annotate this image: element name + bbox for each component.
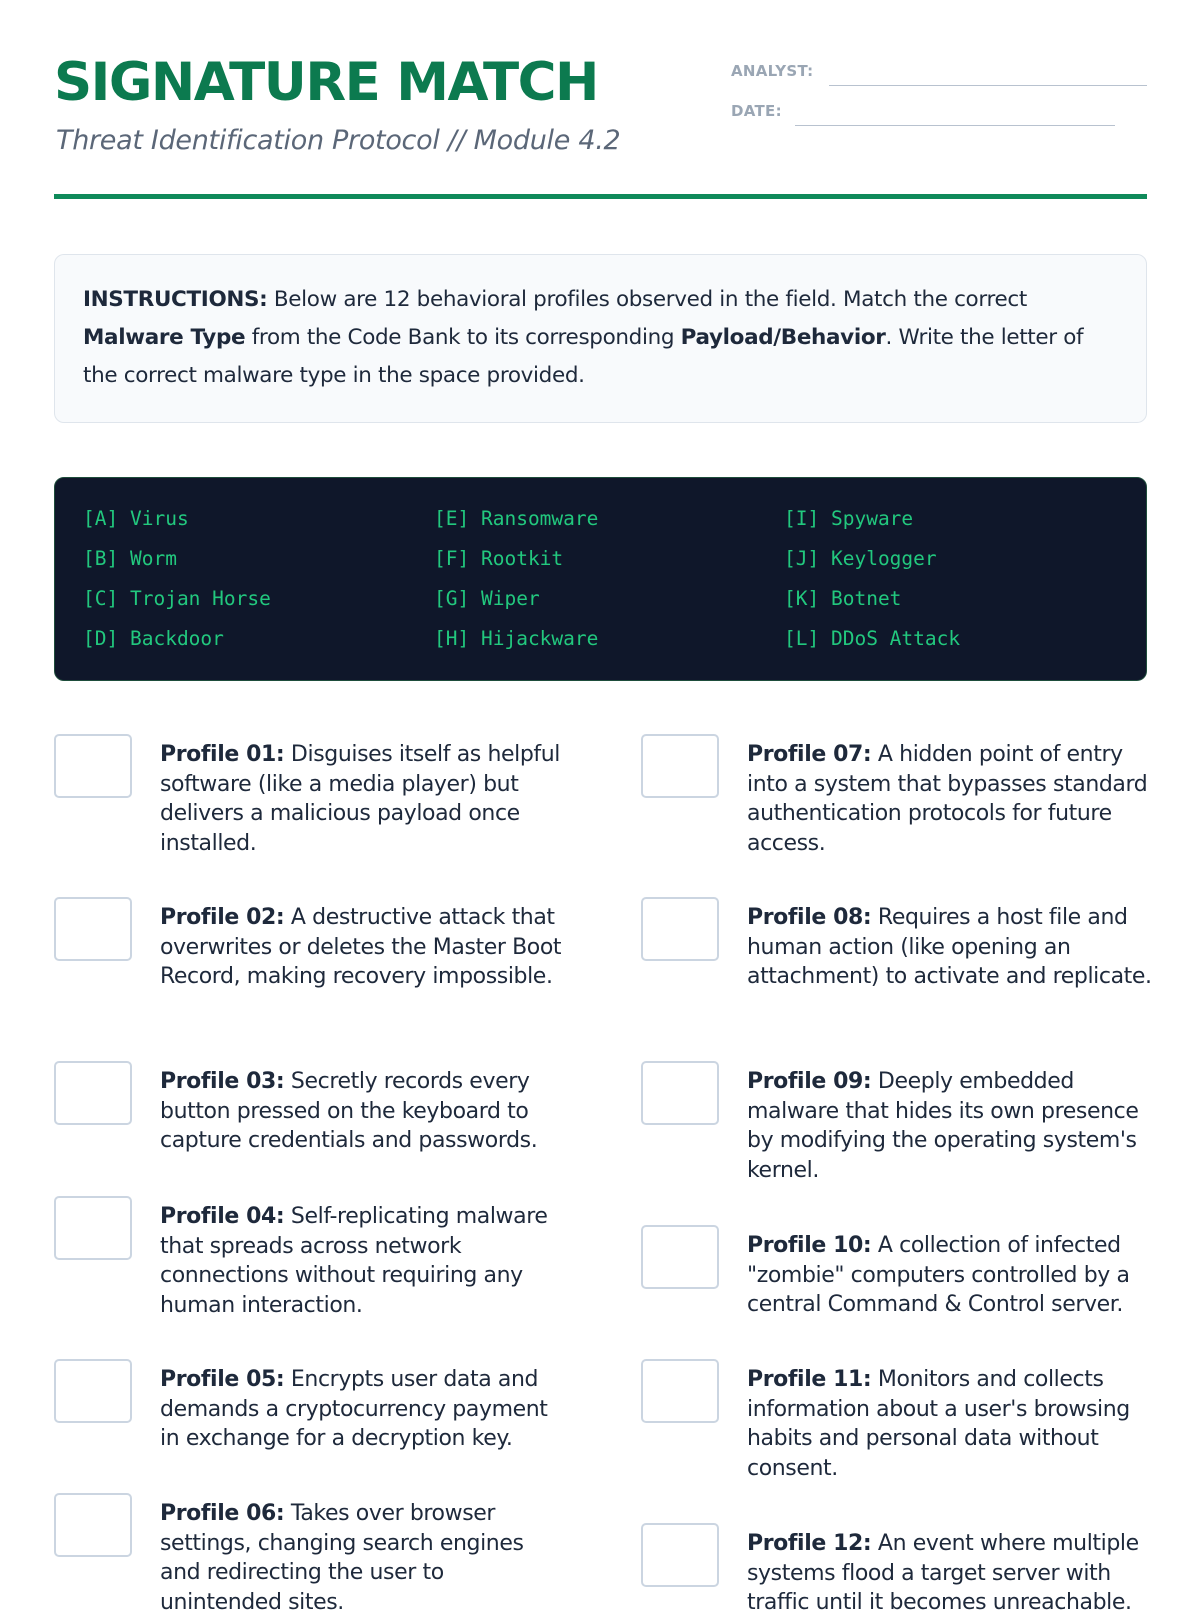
profile-05: Profile 05: Encrypts user data and demands a cryptocurrency payment in exchange for a decryption key. [160,1367,548,1451]
code-bank-item: [C] Trojan Horse [83,587,271,610]
page-subtitle: Threat Identification Protocol // Module 4.2 [56,125,621,156]
instructions-text-2: from the Code Bank to its corresponding [245,325,681,350]
instructions-text-3: . Write the letter of the correct malware type in the space provided. [83,325,1084,388]
answer-box-profile-07[interactable] [641,734,719,798]
profile-12: Profile 12: An event where multiple systems flood a target server with traffic until it becomes unreachable. [747,1531,1139,1615]
code-bank-item: [B] Worm [83,547,177,570]
code-bank [54,477,1147,681]
profile-06: Profile 06: Takes over browser settings, changing search engines and redirecting the user to unintended sites. [160,1501,524,1615]
profile-01: Profile 01: Disguises itself as helpful software (like a media player) but delivers a malicious payload once installed. [160,742,561,856]
answer-box-profile-08[interactable] [641,897,719,961]
code-bank-item: [F] Rootkit [434,547,564,570]
answer-box-profile-09[interactable] [641,1061,719,1125]
profile-10: Profile 10: A collection of infected "zombie" computers controlled by a central Command & Control server. [747,1233,1130,1317]
code-bank-item: [E] Ransomware [434,507,599,530]
profile-11: Profile 11: Monitors and collects information about a user's browsing habits and personal data without consent. [747,1367,1130,1481]
answer-box-profile-11[interactable] [641,1359,719,1423]
answer-box-profile-01[interactable] [54,734,132,798]
code-bank-item: [G] Wiper [434,587,540,610]
instructions-box [54,254,1147,423]
instructions-bold-payload: Payload/Behavior [680,325,886,350]
code-bank-item: [L] DDoS Attack [784,627,961,650]
answer-box-profile-02[interactable] [54,897,132,961]
profile-08: Profile 08: Requires a host file and human action (like opening an attachment) to activate and replicate. [747,905,1152,989]
answer-box-profile-12[interactable] [641,1523,719,1587]
code-bank-item: [J] Keylogger [784,547,937,570]
analyst-label: ANALYST: [731,62,814,80]
instructions-text-1: Below are 12 behavioral profiles observed in the field. Match the correct [267,287,1027,312]
answer-box-profile-03[interactable] [54,1061,132,1125]
profile-02: Profile 02: A destructive attack that overwrites or deletes the Master Boot Record, making recovery impossible. [160,905,562,989]
profile-04: Profile 04: Self-replicating malware that spreads across network connections without requiring any human interaction. [160,1204,548,1318]
answer-box-profile-10[interactable] [641,1225,719,1289]
profile-07: Profile 07: A hidden point of entry into a system that bypasses standard authentication protocols for future access. [747,742,1148,856]
profile-09: Profile 09: Deeply embedded malware that hides its own presence by modifying the operating system's kernel. [747,1069,1139,1183]
answer-box-profile-06[interactable] [54,1493,132,1557]
profile-03: Profile 03: Secretly records every button pressed on the keyboard to capture credentials and passwords. [160,1069,538,1153]
date-label: DATE: [731,102,782,120]
code-bank-item: [A] Virus [83,507,189,530]
instructions-lead: INSTRUCTIONS: [83,287,268,312]
code-bank-item: [H] Hijackware [434,627,599,650]
code-bank-item: [K] Botnet [784,587,902,610]
code-bank-item: [D] Backdoor [83,627,224,650]
answer-box-profile-04[interactable] [54,1196,132,1260]
answer-box-profile-05[interactable] [54,1359,132,1423]
instructions-bold-malware-type: Malware Type [83,325,246,350]
analyst-field[interactable] [829,85,1147,86]
date-field[interactable] [795,125,1115,126]
header-divider [54,194,1147,199]
page-title: SIGNATURE MATCH [54,52,598,113]
code-bank-item: [I] Spyware [784,507,914,530]
